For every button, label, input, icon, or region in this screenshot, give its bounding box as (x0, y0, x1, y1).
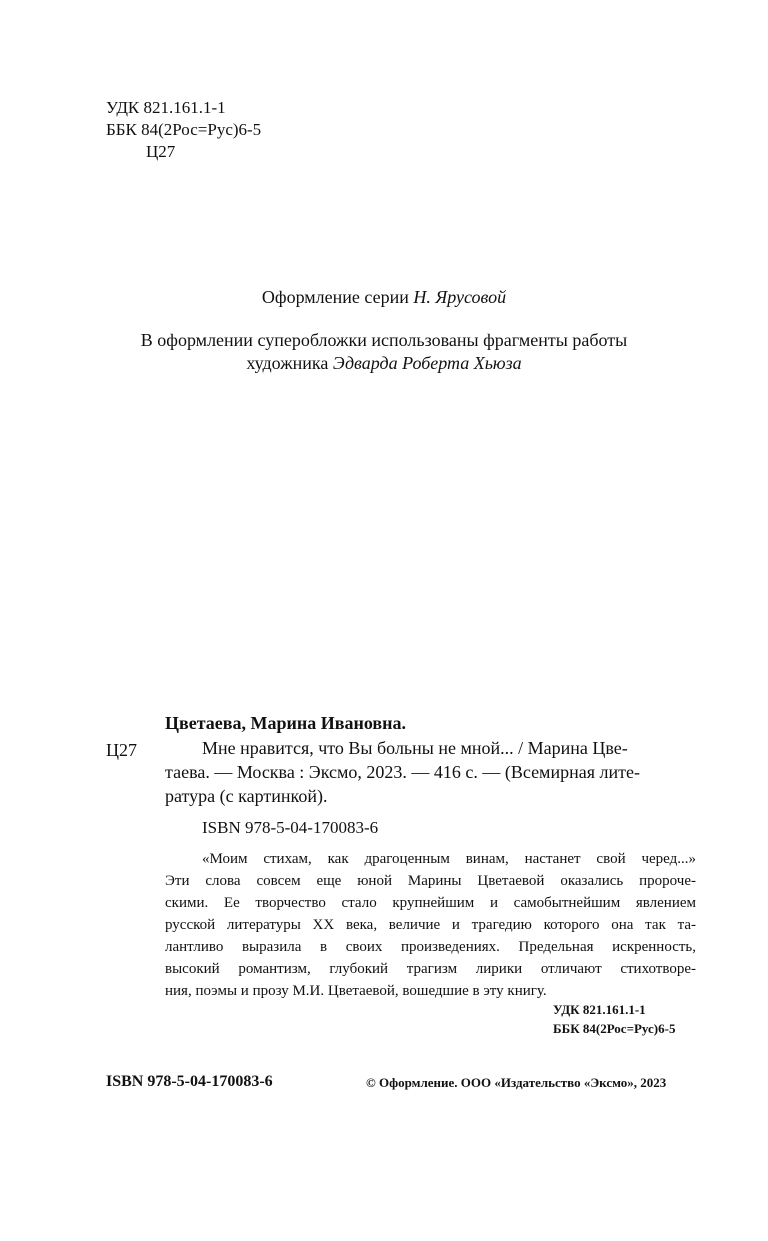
classification-codes (106, 97, 261, 163)
bibliography-isbn: ISBN 978-5-04-170083-6 (202, 818, 379, 837)
bottom-classification-codes (553, 1000, 675, 1038)
series-credit-prefix: Оформление серии (261, 287, 414, 307)
annotation-line: лантливо выразила в своих произведениях. Предельная искренность, (165, 939, 696, 955)
cover-art-credit (0, 329, 768, 375)
cover-credit-line2 (0, 352, 768, 375)
series-designer-name: Н. Ярусовой (413, 287, 507, 307)
footer-isbn: ISBN 978-5-04-170083-6 (106, 1073, 273, 1090)
annotation-line: высокий романтизм, глубокий трагизм лирики отличают стихотворе- (165, 961, 696, 977)
cover-credit-line1: В оформлении суперобложки использованы фрагменты работы (140, 330, 628, 350)
copyright-notice: © Оформление. ООО «Издательство «Эксмо», 2023 (366, 1075, 667, 1090)
annotation-line: скими. Ее творчество стало крупнейшим и самобытнейшим явлением (165, 895, 696, 911)
bibliography-line: ратура (с картинкой). (165, 786, 328, 806)
bbk-code: ББК 84(2Рос=Рус)6-5 (106, 120, 262, 139)
author-heading: Цветаева, Марина Ивановна. (165, 713, 406, 733)
bbk-code-bottom: ББК 84(2Рос=Рус)6-5 (553, 1021, 676, 1036)
udk-code: УДК 821.161.1-1 (106, 98, 226, 117)
bibliography-author-mark: Ц27 (106, 740, 137, 760)
bibliography-line: таева. — Москва : Эксмо, 2023. — 416 с. — (Всемирная лите- (165, 762, 640, 782)
series-design-credit (0, 286, 768, 309)
cover-artist-name: Эдварда Роберта Хьюза (332, 353, 522, 373)
annotation-line: ния, поэмы и прозу М.И. Цветаевой, вошедшие в эту книгу. (165, 983, 547, 999)
bibliography-line: Мне нравится, что Вы больны не мной... / Марина Цве- (202, 738, 628, 758)
annotation-line: Эти слова совсем еще юной Марины Цветаевой оказались пророче- (165, 873, 696, 889)
book-annotation (165, 848, 696, 1002)
annotation-line: «Моим стихам, как драгоценным винам, настанет свой черед...» (202, 851, 696, 867)
annotation-line: русской литературы XX века, величие и трагедию которого она так та- (165, 917, 696, 933)
udk-code-bottom: УДК 821.161.1-1 (553, 1002, 646, 1017)
author-mark: Ц27 (146, 142, 176, 161)
cover-credit-prefix: художника (246, 353, 333, 373)
